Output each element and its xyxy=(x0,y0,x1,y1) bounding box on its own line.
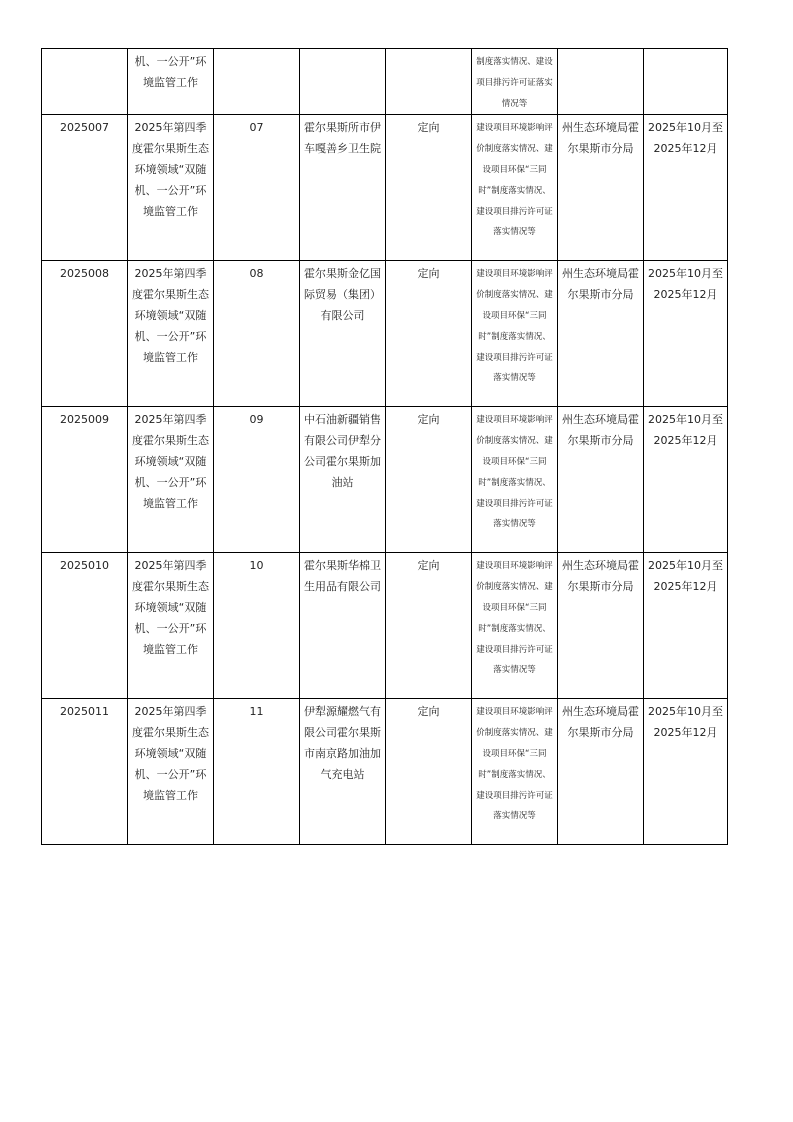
content-text: 制度落实情况、建设项目排污许可证落实情况等 xyxy=(476,57,553,109)
cell-task xyxy=(128,407,214,553)
cell-content xyxy=(472,49,558,115)
cell-id xyxy=(42,49,128,115)
cell-entity xyxy=(300,553,386,699)
cell-content xyxy=(472,553,558,699)
cell-id xyxy=(42,261,128,407)
method-text: 定向 xyxy=(417,267,440,281)
table-row xyxy=(42,699,728,845)
cell-task xyxy=(128,115,214,261)
content-text: 建设项目环境影响评价制度落实情况、建设项目环保“三同时”制度落实情况、建设项目排污许可证落实情况等 xyxy=(476,561,553,676)
cell-method xyxy=(386,115,472,261)
task-text: 2025年第四季度霍尔果斯生态环境领域“双随机、一公开”环境监管工作 xyxy=(132,267,209,364)
id-text: 2025009 xyxy=(60,413,109,427)
cell-org xyxy=(558,553,644,699)
cell-task xyxy=(128,261,214,407)
id-text: 2025007 xyxy=(60,121,109,135)
cell-num xyxy=(214,115,300,261)
cell-method xyxy=(386,553,472,699)
content-text: 建设项目环境影响评价制度落实情况、建设项目环保“三同时”制度落实情况、建设项目排污许可证落实情况等 xyxy=(476,269,553,384)
cell-content xyxy=(472,407,558,553)
period-text: 2025年10月至2025年12月 xyxy=(648,121,723,156)
cell-period xyxy=(644,407,728,553)
cell-num xyxy=(214,261,300,407)
cell-org xyxy=(558,261,644,407)
cell-task xyxy=(128,553,214,699)
table-row xyxy=(42,553,728,699)
table-row xyxy=(42,261,728,407)
cell-org xyxy=(558,407,644,553)
cell-content xyxy=(472,115,558,261)
cell-period xyxy=(644,49,728,115)
num-text: 08 xyxy=(249,267,264,281)
cell-content xyxy=(472,699,558,845)
task-text: 2025年第四季度霍尔果斯生态环境领域“双随机、一公开”环境监管工作 xyxy=(132,121,209,218)
cell-task xyxy=(128,699,214,845)
cell-id xyxy=(42,699,128,845)
org-text: 州生态环境局霍尔果斯市分局 xyxy=(562,413,639,448)
cell-entity xyxy=(300,49,386,115)
num-text: 10 xyxy=(249,559,264,573)
cell-period xyxy=(644,261,728,407)
cell-period xyxy=(644,699,728,845)
cell-id xyxy=(42,115,128,261)
table-row-continued xyxy=(42,49,728,115)
cell-entity xyxy=(300,261,386,407)
method-text: 定向 xyxy=(417,705,440,719)
org-text: 州生态环境局霍尔果斯市分局 xyxy=(562,121,639,156)
cell-num xyxy=(214,49,300,115)
inspection-table xyxy=(41,48,728,845)
entity-text: 霍尔果斯金亿国际贸易（集团）有限公司 xyxy=(304,267,381,322)
org-text: 州生态环境局霍尔果斯市分局 xyxy=(562,267,639,302)
entity-text: 霍尔果斯所市伊车嘎善乡卫生院 xyxy=(304,121,381,156)
cell-org xyxy=(558,49,644,115)
content-text: 建设项目环境影响评价制度落实情况、建设项目环保“三同时”制度落实情况、建设项目排污许可证落实情况等 xyxy=(476,415,553,530)
id-text: 2025008 xyxy=(60,267,109,281)
cell-period xyxy=(644,553,728,699)
cell-period xyxy=(644,115,728,261)
period-text: 2025年10月至2025年12月 xyxy=(648,413,723,448)
content-text: 建设项目环境影响评价制度落实情况、建设项目环保“三同时”制度落实情况、建设项目排污许可证落实情况等 xyxy=(476,123,553,238)
cell-content xyxy=(472,261,558,407)
content-text: 建设项目环境影响评价制度落实情况、建设项目环保“三同时”制度落实情况、建设项目排污许可证落实情况等 xyxy=(476,707,553,822)
cell-num xyxy=(214,553,300,699)
cell-method xyxy=(386,261,472,407)
cell-id xyxy=(42,553,128,699)
method-text: 定向 xyxy=(417,413,440,427)
method-text: 定向 xyxy=(417,121,440,135)
task-text: 2025年第四季度霍尔果斯生态环境领域“双随机、一公开”环境监管工作 xyxy=(132,705,209,802)
num-text: 09 xyxy=(249,413,264,427)
entity-text: 中石油新疆销售有限公司伊犁分公司霍尔果斯加油站 xyxy=(304,413,381,489)
table-row xyxy=(42,115,728,261)
cell-method xyxy=(386,407,472,553)
id-text: 2025010 xyxy=(60,559,109,573)
period-text: 2025年10月至2025年12月 xyxy=(648,705,723,740)
num-text: 07 xyxy=(249,121,264,135)
method-text: 定向 xyxy=(417,559,440,573)
task-text: 机、一公开”环境监管工作 xyxy=(134,55,207,89)
entity-text: 霍尔果斯华棉卫生用品有限公司 xyxy=(304,559,381,594)
cell-task xyxy=(128,49,214,115)
cell-entity xyxy=(300,699,386,845)
task-text: 2025年第四季度霍尔果斯生态环境领域“双随机、一公开”环境监管工作 xyxy=(132,413,209,510)
cell-org xyxy=(558,115,644,261)
num-text: 11 xyxy=(249,705,264,719)
org-text: 州生态环境局霍尔果斯市分局 xyxy=(562,705,639,740)
cell-method xyxy=(386,49,472,115)
period-text: 2025年10月至2025年12月 xyxy=(648,267,723,302)
period-text: 2025年10月至2025年12月 xyxy=(648,559,723,594)
cell-org xyxy=(558,699,644,845)
cell-entity xyxy=(300,115,386,261)
table-row xyxy=(42,407,728,553)
cell-id xyxy=(42,407,128,553)
org-text: 州生态环境局霍尔果斯市分局 xyxy=(562,559,639,594)
cell-entity xyxy=(300,407,386,553)
cell-method xyxy=(386,699,472,845)
cell-num xyxy=(214,699,300,845)
task-text: 2025年第四季度霍尔果斯生态环境领域“双随机、一公开”环境监管工作 xyxy=(132,559,209,656)
id-text: 2025011 xyxy=(60,705,109,719)
entity-text: 伊犁源耀燃气有限公司霍尔果斯市南京路加油加气充电站 xyxy=(304,705,381,781)
cell-num xyxy=(214,407,300,553)
